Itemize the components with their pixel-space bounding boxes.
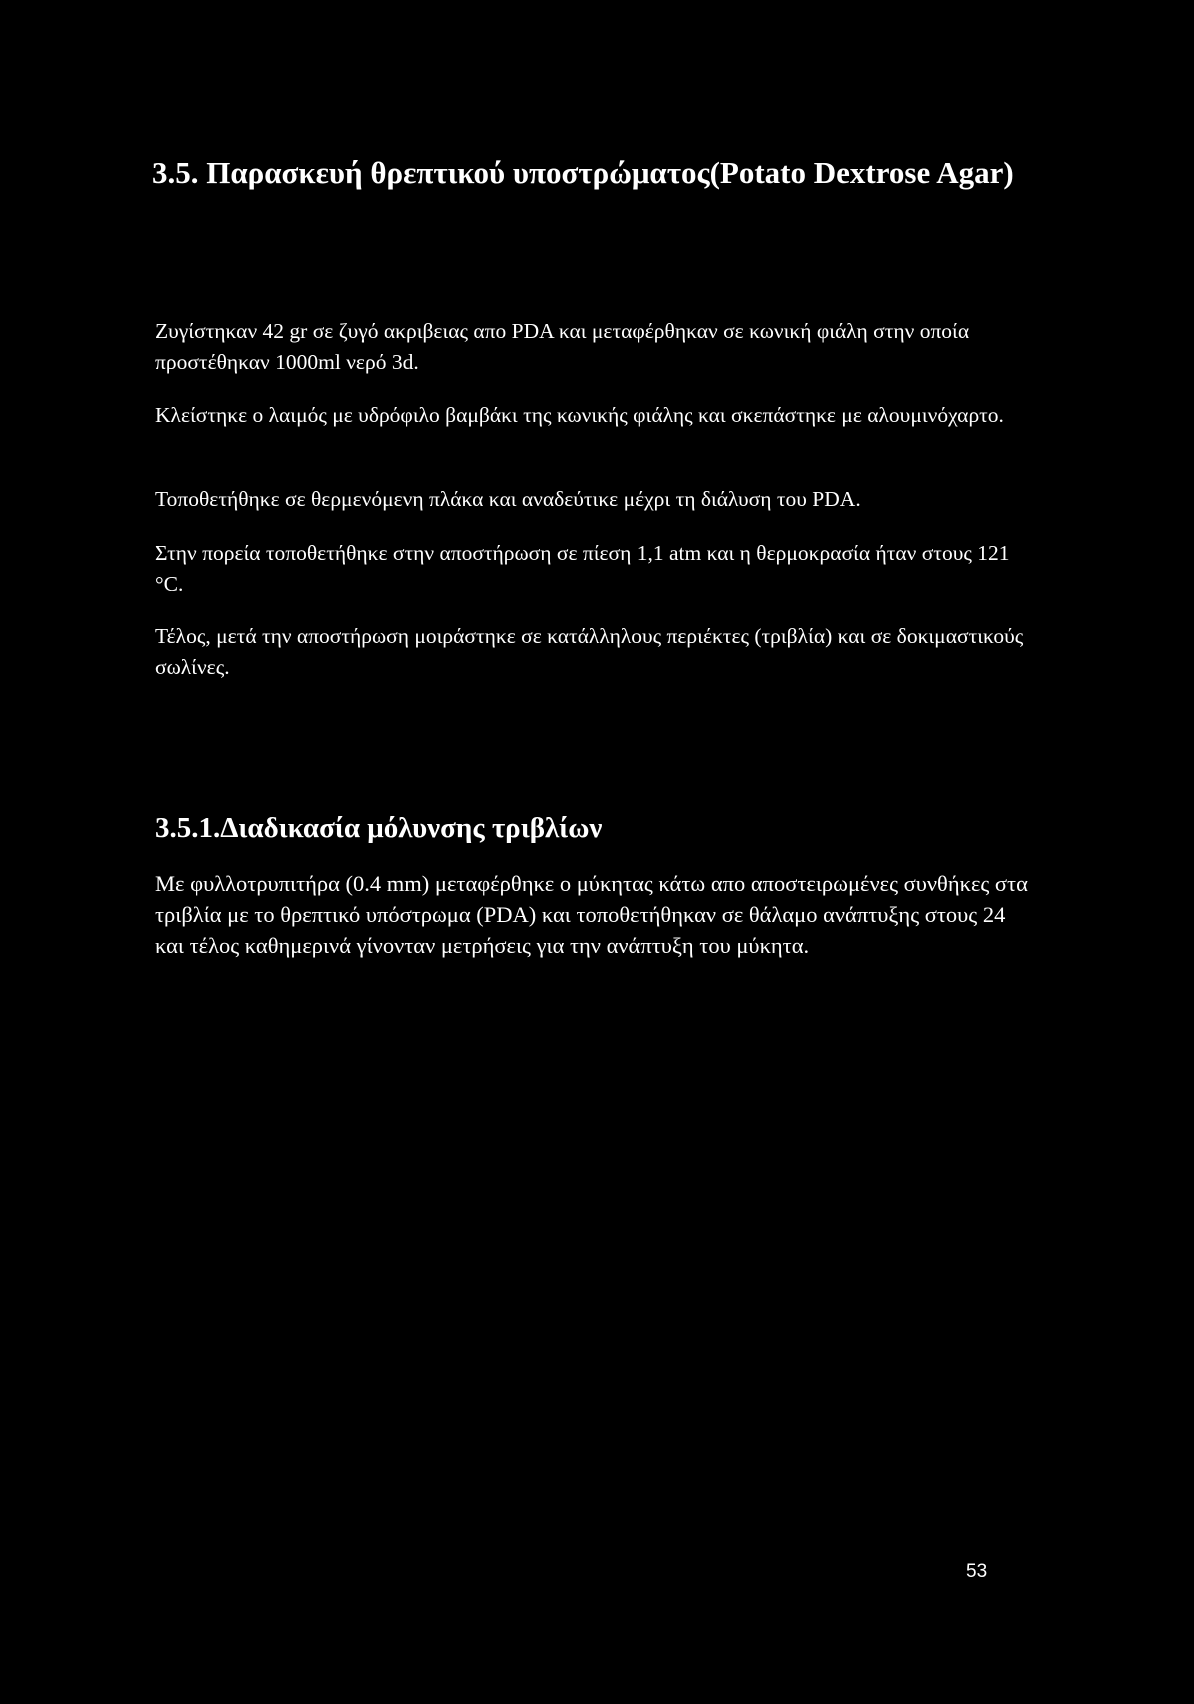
paragraph-heating: Τοποθετήθηκε σε θερμενόμενη πλάκα και αναδεύτικε μέχρι τη διάλυση του PDA. — [155, 487, 861, 511]
page-number: 53 — [966, 1561, 988, 1582]
paragraph-sterilization: Στην πορεία τοποθετήθηκε στην αποστήρωση σε πίεση 1,1 atm και η θερμοκρασία ήταν στους 121 °C. — [155, 541, 1010, 596]
paragraph-weighing: Ζυγίστηκαν 42 gr σε ζυγό ακριβειας απο PDA και μεταφέρθηκαν σε κωνική φιάλη στην οποία προστέθηκαν 1000ml νερό 3d. — [155, 319, 970, 374]
paragraph-sealing: Κλείστηκε ο λαιμός με υδρόφιλο βαμβάκι της κωνικής φιάλης και σκεπάστηκε με αλουμινόχαρτο. — [155, 403, 1004, 427]
subsection-body: Με φυλλοτρυπιτήρα (0.4 mm) μεταφέρθηκε ο μύκητας κάτω απο αποστειρωμένες συνθήκες στα τριβλία με το θρεπτικό υπόστρωμα (PDA) και τοποθετήθηκαν σε θάλαμο ανάπτυξης στους 24 και τέλος καθημερινά γίνονταν μετρήσεις για την ανάπτυξη του μύκητα. — [155, 871, 1040, 958]
section-heading: 3.5. Παρασκευή θρεπτικού υποστρώματος(Potato Dextrose Agar) — [152, 155, 1014, 190]
subsection-heading: 3.5.1.Διαδικασία μόλυνσης τριβλίων — [155, 812, 603, 844]
paragraph-distribution: Τέλος, μετά την αποστήρωση μοιράστηκε σε κατάλληλους περιέκτες (τριβλία) και σε δοκιμαστικούς σωλίνες. — [155, 624, 1024, 679]
